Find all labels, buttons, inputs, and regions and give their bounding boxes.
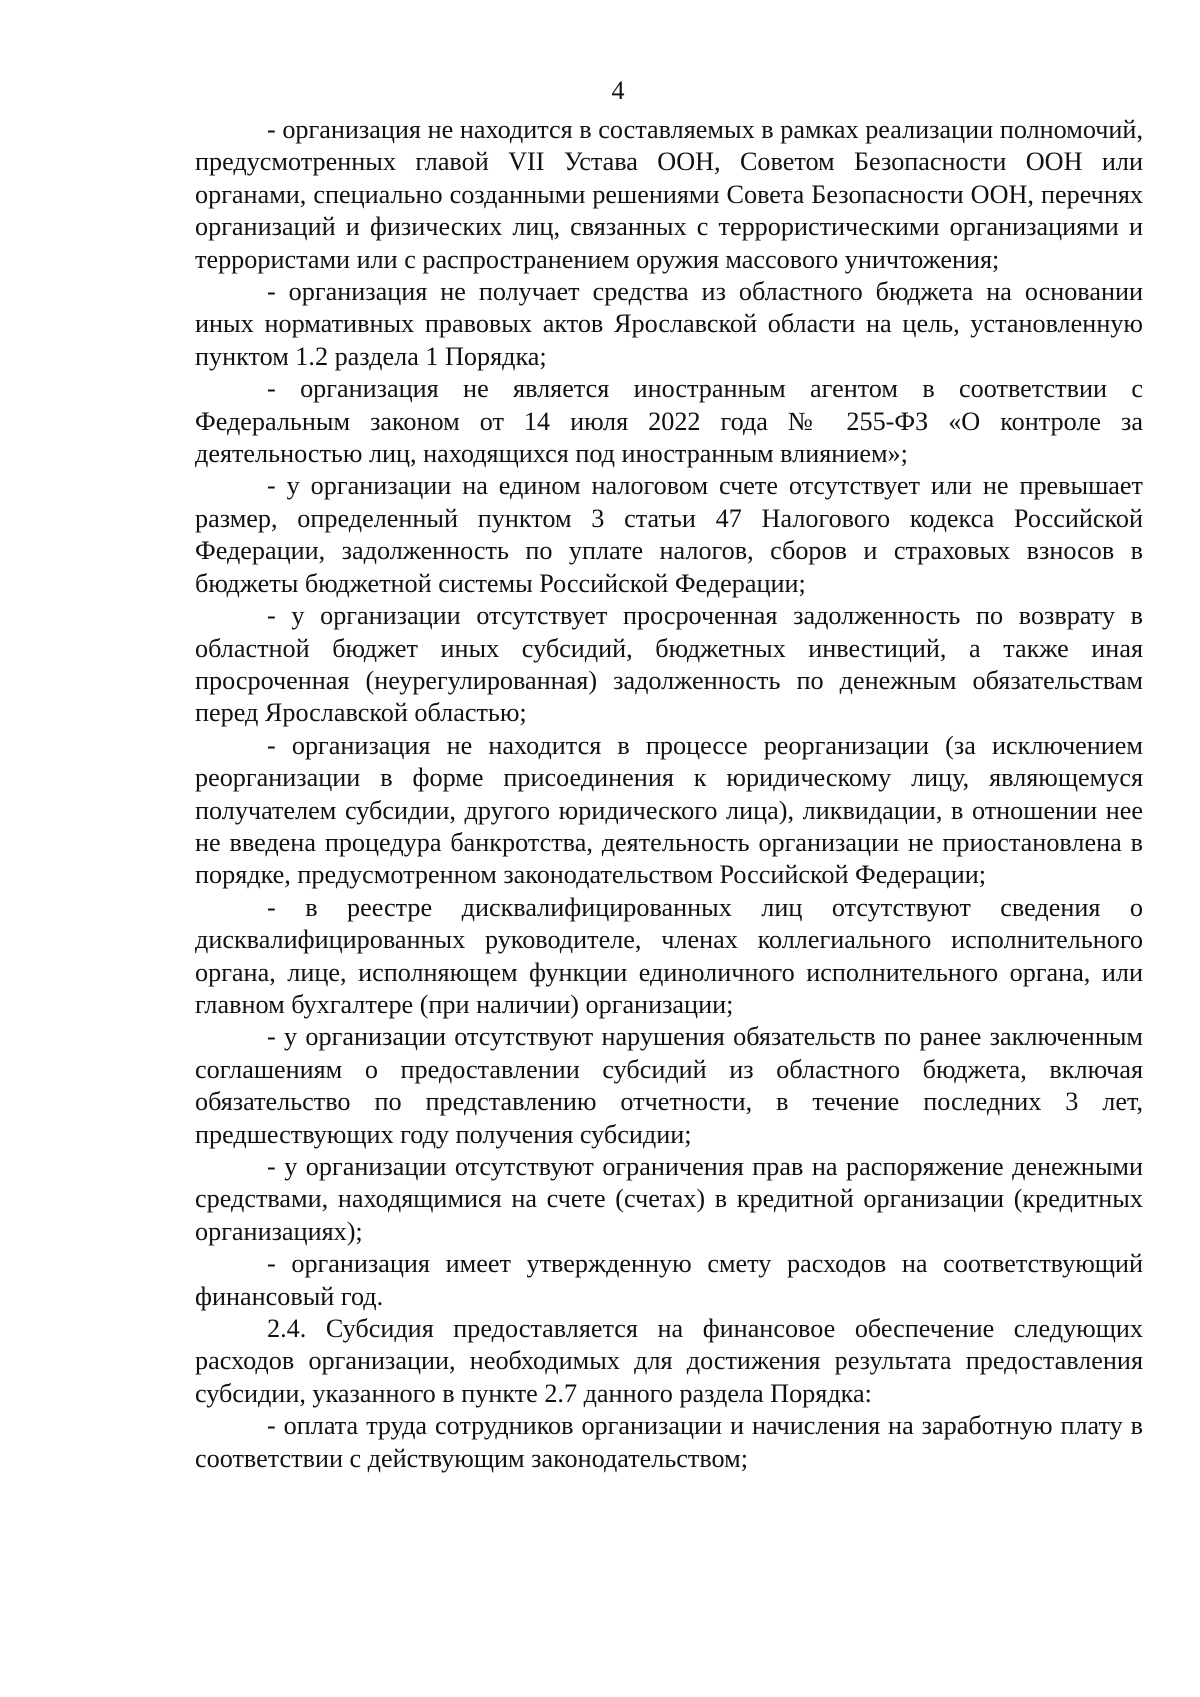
document-body — [195, 114, 1143, 1475]
paragraph-account-restrictions: - у организации отсутствуют ограничения прав на распоряжение денежными средствами, находящимися на счете (счетах) в кредитной организации (кредитных организациях); — [195, 1152, 1143, 1246]
page-number: 4 — [611, 76, 625, 105]
paragraph-foreign-agent: - организация не является иностранным агентом в соответствии с Федеральным законом от 14 июля 2022 года № 255-ФЗ «О контроле за деятельностью лиц, находящихся под иностранным влиянием»; — [195, 374, 1143, 469]
paragraph-terrorist-lists: - организация не находится в составляемых в рамках реализации полномочий, предусмотренных главой VII Устава ООН, Советом Безопасности ООН или органами, специально созданными решениями Совета Безопасности ООН, перечнях организаций и физических лиц, связанных с террористическими организациями и террористами или с распространением оружия массового уничтожения; — [195, 115, 1143, 274]
paragraph-section-2-4: 2.4. Субсидия предоставляется на финансовое обеспечение следующих расходов организации, необходимых для достижения результата предоставления субсидии, указанного в пункте 2.7 данного раздела Порядка: — [195, 1314, 1143, 1408]
paragraph-tax-debt: - у организации на едином налоговом счете отсутствует или не превышает размер, определенный пунктом 3 статьи 47 Налогового кодекса Российской Федерации, задолженность по уплате налогов, сборов и страховых взносов в бюджеты бюджетной системы Российской Федерации; — [195, 471, 1143, 598]
paragraph-approved-budget: - организация имеет утвержденную смету расходов на соответствующий финансовый год. — [195, 1249, 1143, 1311]
paragraph-overdue-debt: - у организации отсутствует просроченная задолженность по возврату в областной бюджет иных субсидий, бюджетных инвестиций, а также иная просроченная (неурегулированная) задолженность по денежным обязательствам перед Ярославской областью; — [195, 601, 1143, 728]
paragraph-disqualified-persons: - в реестре дисквалифицированных лиц отсутствуют сведения о дисквалифицированных руководителе, членах коллегиального исполнительного органа, лице, исполняющем функции единоличного исполнительного органа, или главном бухгалтере (при наличии) организации; — [195, 892, 1143, 1019]
paragraph-salary-expenses: - оплата труда сотрудников организации и начисления на заработную плату в соответствии с действующим законодательством; — [195, 1411, 1143, 1473]
paragraph-reorganization: - организация не находится в процессе реорганизации (за исключением реорганизации в форме присоединения к юридическому лицу, являющемуся получателем субсидии, другого юридического лица), ликвидации, в отношении нее не введена процедура банкротства, деятельность организации не приостановлена в порядке, предусмотренном законодательством Российской Федерации; — [195, 730, 1143, 890]
paragraph-no-other-funds: - организация не получает средства из областного бюджета на основании иных нормативных правовых актов Ярославской области на цель, установленную пунктом 1.2 раздела 1 Порядка; — [195, 277, 1143, 371]
paragraph-obligation-violations: - у организации отсутствуют нарушения обязательств по ранее заключенным соглашениям о предоставлении субсидий из областного бюджета, включая обязательство по представлению отчетности, в течение последних 3 лет, предшествующих году получения субсидии; — [195, 1022, 1143, 1149]
